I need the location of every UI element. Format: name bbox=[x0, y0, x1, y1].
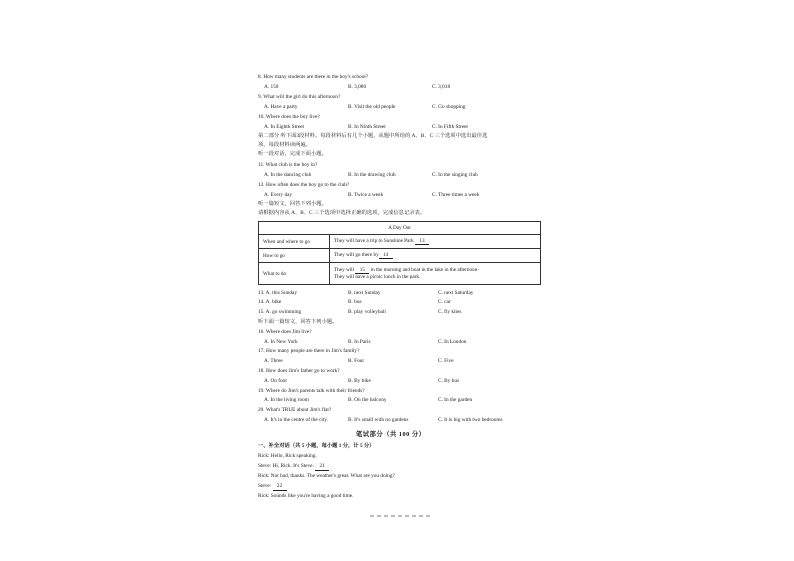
listen-passage-instruction: 听一篇短文，回答下列小题。 bbox=[258, 201, 327, 207]
option-16c: C. In London bbox=[438, 339, 467, 345]
option-11a: A. In the dancing club bbox=[264, 172, 312, 178]
a-day-out-table bbox=[258, 221, 541, 285]
blank-15[interactable]: 15 bbox=[355, 267, 369, 274]
blank-14[interactable]: 14 bbox=[379, 252, 393, 259]
question-12: 12. How often does the boy go to the club? bbox=[258, 182, 350, 188]
dialogue-line-5: Rick: Sounds like you're having a good time. bbox=[258, 493, 354, 499]
option-10a: A. In Eighth Street bbox=[264, 124, 305, 130]
table-row-value: They will 15 in the morning and boat in the lake in the afternoon· They will have a picnic lunch in the park. bbox=[330, 263, 541, 285]
table-title: A Day Out bbox=[259, 222, 541, 235]
option-12c: C. Three times a week bbox=[432, 192, 480, 198]
option-19a: A. In the living room bbox=[264, 397, 309, 403]
option-17c: C. Five bbox=[438, 358, 454, 364]
option-14c: C. car bbox=[438, 299, 451, 305]
option-9a: A. Have a party bbox=[264, 104, 298, 110]
question-11: 11. What club is the boy in? bbox=[258, 162, 318, 168]
option-13c: C. next Saturday bbox=[438, 290, 474, 296]
section1-title: 一、补全对话（共 5 小题，每小题 1 分，计 5 分） bbox=[258, 443, 375, 449]
option-12b: B. Twice a week bbox=[348, 192, 384, 198]
blank-13[interactable]: 13 bbox=[415, 238, 429, 245]
option-8a: A. 150 bbox=[264, 84, 279, 90]
option-20a: A. It's in the centre of the city. bbox=[264, 417, 329, 423]
question-19: 19. Where do Jim's parents talk with their friends? bbox=[258, 388, 365, 394]
option-20b: B. It's small with no gardens bbox=[348, 417, 409, 423]
option-20c: C. It is big with two bedrooms bbox=[438, 417, 503, 423]
option-11c: C. In the singing club bbox=[432, 172, 478, 178]
part2-instruction-1: 第二部分 听下面3段材料。每段材料后有几个小题，从题中所给的 A、B、C 三个选项中选出最佳选 bbox=[258, 133, 488, 139]
option-8b: B. 3,080 bbox=[348, 84, 367, 90]
option-19c: C. In the garden bbox=[438, 397, 473, 403]
table-row-label: What to do bbox=[259, 263, 330, 285]
option-16b: B. In Paris bbox=[348, 339, 371, 345]
option-13a: 13. A. this Sunday bbox=[258, 290, 298, 296]
written-section-title: 笔试部分（共 100 分） bbox=[356, 431, 426, 438]
option-8c: C. 3,018 bbox=[432, 84, 451, 90]
option-9b: B. Visit the old people bbox=[348, 104, 396, 110]
option-19b: B. On the balcony bbox=[348, 397, 387, 403]
table-row-label: How to go bbox=[259, 249, 330, 263]
dialogue-line-4: Steve: 22 bbox=[258, 483, 287, 491]
question-18: 18. How does Jim's father go to work? bbox=[258, 368, 340, 374]
part2-instruction-3: 听一段对话，完成下面小题。 bbox=[258, 151, 327, 157]
table-instruction: 请根据内容从 A、B、C 三个选项中选择正确的选项，完成信息记录表。 bbox=[258, 210, 426, 216]
question-20: 20. What's TRUE about Jim's flat? bbox=[258, 407, 332, 413]
question-9: 9. What will the girl do this afternoon? bbox=[258, 94, 341, 100]
question-16: 16. Where does Jim live? bbox=[258, 329, 312, 335]
question-10: 10. Where does the boy live? bbox=[258, 114, 320, 120]
option-10c: C. In Fifth Street bbox=[432, 124, 468, 130]
option-16a: A. In New York bbox=[264, 339, 298, 345]
dialogue-line-2: Steve: Hi, Rick. It's Steve. 21 bbox=[258, 463, 329, 471]
option-18c: C. By bus bbox=[438, 378, 460, 384]
option-17b: B. Four bbox=[348, 358, 365, 364]
dialogue-line-1: Rick: Hello, Rick speaking. bbox=[258, 453, 317, 459]
option-12a: A. Every day bbox=[264, 192, 293, 198]
option-15a: 15. A. go swimming bbox=[258, 309, 302, 315]
option-14b: B. bus bbox=[348, 299, 362, 305]
option-18a: A. On foot bbox=[264, 378, 287, 384]
question-8: 8. How many students are there in the boy's school? bbox=[258, 74, 369, 80]
option-11b: B. In the drawing club bbox=[348, 172, 396, 178]
option-13b: B. next Sunday bbox=[348, 290, 381, 296]
option-17a: A. Three bbox=[264, 358, 283, 364]
option-9c: C. Go shopping bbox=[432, 104, 466, 110]
option-14a: 14. A. bike bbox=[258, 299, 282, 305]
blank-21[interactable]: 21 bbox=[315, 463, 329, 471]
question-17: 17. How many people are there in Jim's family? bbox=[258, 348, 360, 354]
table-row-value: They will have a trip to Sunshine Park 13 bbox=[330, 235, 541, 249]
table-row-label: When and where to go bbox=[259, 235, 330, 249]
blank-22[interactable]: 22 bbox=[273, 483, 287, 491]
part2-instruction-2: 项，每段材料读两遍。 bbox=[258, 142, 311, 148]
option-10b: B. In Ninth Street bbox=[348, 124, 386, 130]
table-row-value: They will go there by 14 bbox=[330, 249, 541, 263]
option-15b: B. play volleyball bbox=[348, 309, 386, 315]
dialogue-line-3: Rick: Not bad, thanks. The weather's great. What are you doing? bbox=[258, 473, 395, 479]
option-15c: C. fly kites bbox=[438, 309, 462, 315]
page-footer-mark bbox=[370, 515, 430, 517]
listen-passage2-instruction: 听下面一篇短文，回答下列小题。 bbox=[258, 319, 338, 325]
option-18b: B. By bike bbox=[348, 378, 371, 384]
